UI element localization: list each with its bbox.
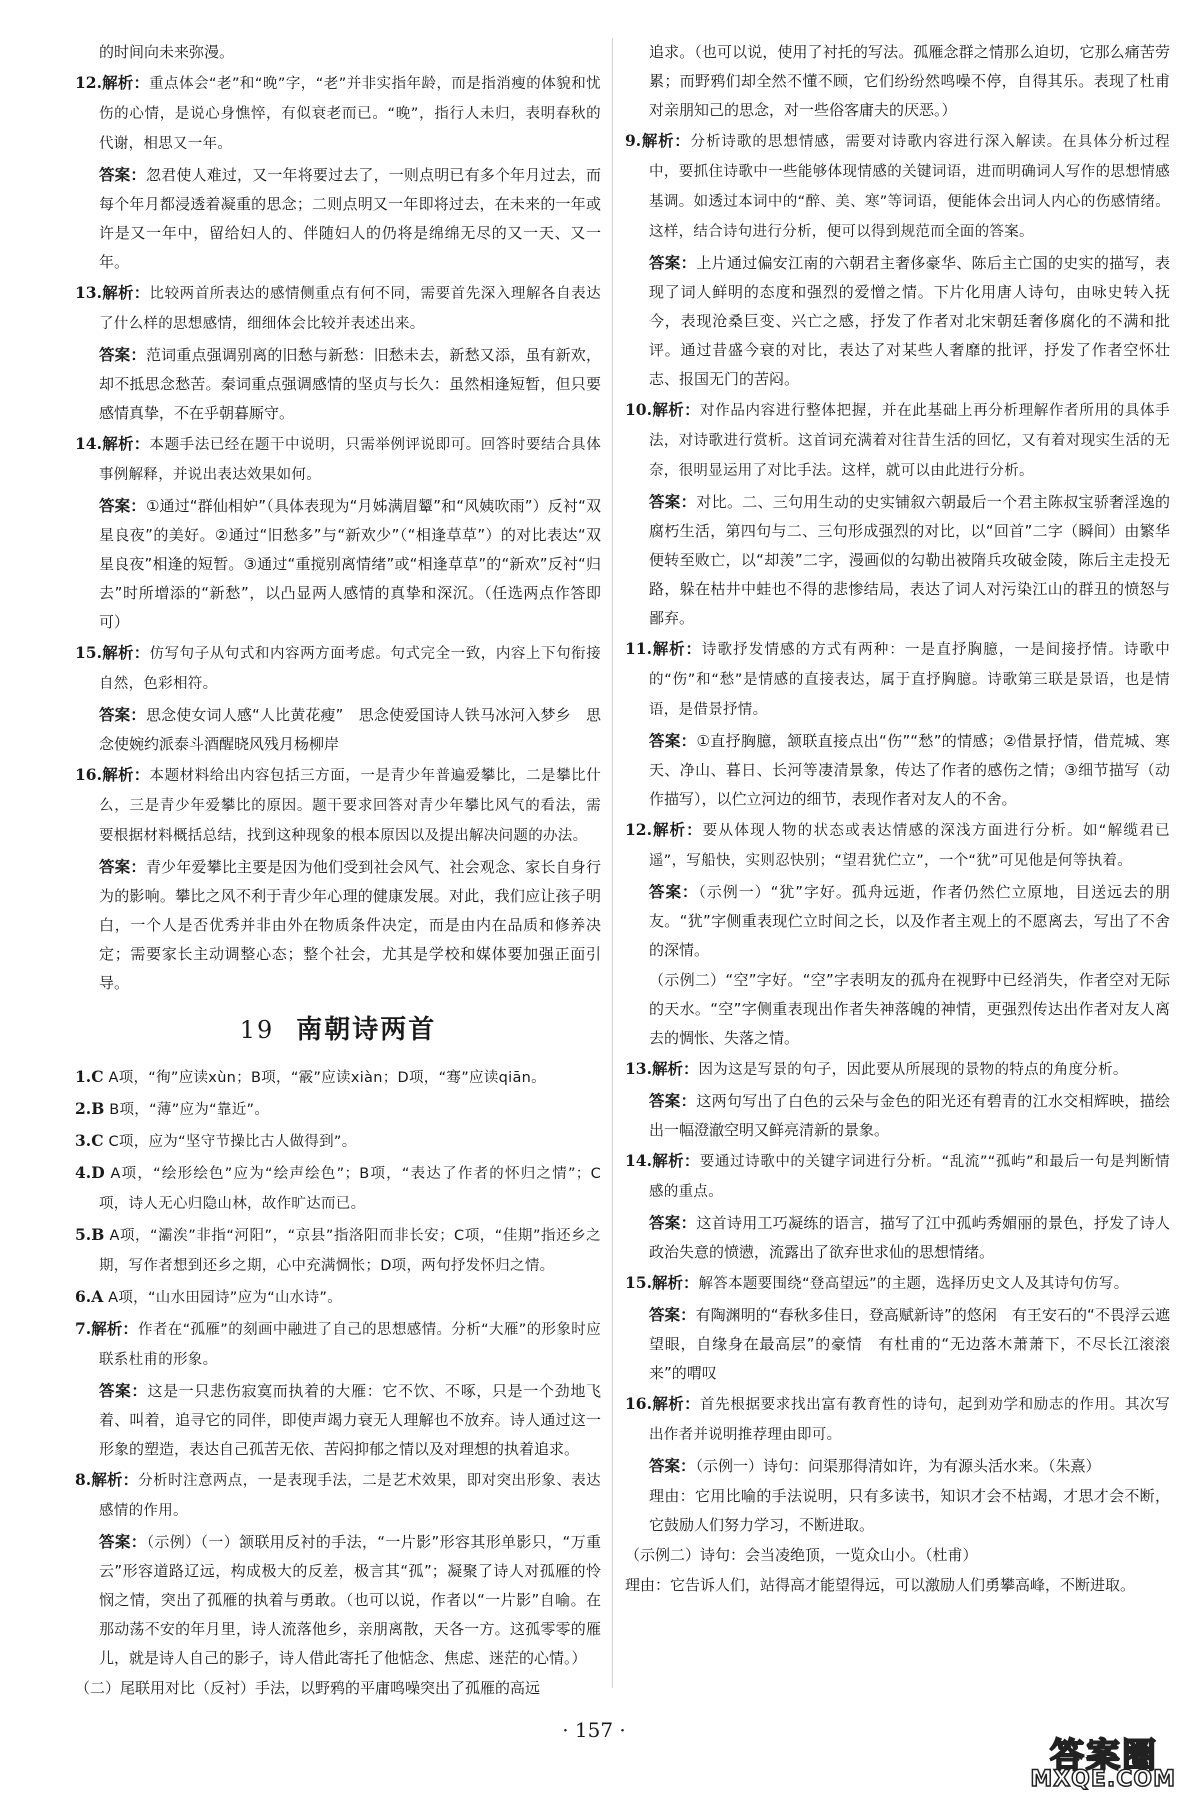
section-number: 19: [239, 1016, 275, 1044]
choice-item: 3.C C项，应为“坚守节操比古人做得到”。: [75, 1131, 357, 1150]
analysis-text: 比较两首所表达的感情侧重点有何不同，需要首先深入理解各自表达了什么样的思想感情，细细体会比较并表述出来。: [99, 286, 601, 332]
answer-text: 这是一只悲伤寂寞而执着的大雁：它不饮、不啄，只是一个劲地飞着、叫着，追寻它的同伴，即使声竭力衰无人理解也不放弃。诗人通过这一形象的塑造，表达自己孤苦无依、苦闷抑郁之情以及对理想的执着追求。: [99, 1382, 601, 1458]
answer-text: （二）尾联用对比（反衬）手法，以野鸦的平庸鸣噪突出了孤雁的高远: [75, 1679, 541, 1697]
watermark-top-text: 答案圈: [1050, 1736, 1158, 1776]
answer-text: 理由：它用比喻的手法说明，只有多读书，知识才会不枯竭，才思才会不断，它鼓励人们努力学习，不断进取。: [649, 1487, 1170, 1534]
analysis-text: 首先根据要求找出富有教育性的诗句，起到劝学和励志的作用。其次写出作者并说明推荐理由即可。: [649, 1397, 1170, 1443]
question-9: 9.解析：分析诗歌的思想情感，需要对诗歌内容进行深入解读。在具体分析过程中，要抓住诗歌中一些能够体现情感的关键词语，进而明确词人写作的思想情感基调。如透过本词中的“醉、美、寒”等词语，便能体会出词人内心的伤感情绪。这样，结合诗句进行分析，便可以得到规范而全面的答案。 答案：上片通过偏安江南的六朝君主奢侈豪华、陈后主亡国的史实的描写，表现了词人鲜明的态度和强烈的爱憎之情。下片化用唐人诗句，由咏史转入抚今，表现沧桑巨变、兴亡之感，抒发了作者对北宋朝廷奢侈腐化的不满和批评。通过昔盛今衰的对比，表达了对某些人奢靡的批评，抒发了作者空怀壮志、报国无门的苦闷。: [625, 131, 1170, 388]
answer-text: 上片通过偏安江南的六朝君主奢侈豪华、陈后主亡国的史实的描写，表现了词人鲜明的态度和强烈的爱憎之情。下片化用唐人诗句，由咏史转入抚今，表现沧桑巨变、兴亡之感，抒发了作者对北宋朝廷奢侈腐化的不满和批评。通过昔盛今衰的对比，表达了对某些人奢靡的批评，抒发了作者空怀壮志、报国无门的苦闷。: [649, 254, 1170, 388]
answer-text: （示例二）诗句：会当凌绝顶，一览众山小。（杜甫）: [625, 1546, 978, 1564]
answer-text: 思念使女词人感“人比黄花瘦” 思念使爱国诗人铁马冰河入梦乡 思念使婉约派泰斗酒醒晓风残月杨柳岸: [99, 706, 601, 753]
choice-item: 4.D A项，“绘形绘色”应为“绘声绘色”；B项，“表达了作者的怀归之情”；C项，诗人无心归隐山林，故作旷达而已。: [75, 1163, 601, 1212]
column-divider: [612, 38, 613, 1688]
question-14-right: 14.解析：要通过诗歌中的关键字词进行分析。“乱流”“孤屿”和最后一句是判断情感的重点。 答案：这首诗用工巧凝练的语言，描写了江中孤屿秀媚丽的景色，抒发了诗人政治失意的愤懑，流露出了欲弃世求仙的思想情绪。: [625, 1151, 1170, 1261]
choice-item: 2.B B项，“薄”应为“靠近”。: [75, 1099, 270, 1118]
analysis-text: 仿写句子从句式和内容两方面考虑。句式完全一致，内容上下句衔接自然，色彩相符。: [99, 646, 601, 692]
question-8: 8.解析：分析时注意两点，一是表现手法，二是艺术效果，即对突出形象、表达感情的作用。 答案：（示例）（一）颔联用反衬的手法，“一片影”形容其形单影只，“万重云”形容道路辽远，构成极大的反差，极言其“孤”；凝聚了诗人对孤雁的怜悯之情，突出了孤雁的执着与勇敢。（也可以说，作者以“一片影”自喻。在那动荡不安的年月里，诗人流落他乡，亲朋离散，天各一方。这孤零零的雁儿，就是诗人自己的影子，诗人借此寄托了他惦念、焦虑、迷茫的心情。） （二）尾联用对比（反衬）手法，以野鸦的平庸鸣噪突出了孤雁的高远: [75, 1470, 601, 1697]
analysis-text: 作者在“孤雁”的刻画中融进了自己的思想感情。分析“大雁”的形象时应联系杜甫的形象。: [99, 1322, 601, 1368]
question-13: 13.解析：比较两首所表达的感情侧重点有何不同，需要首先深入理解各自表达了什么样的思想感情，细细体会比较并表述出来。 答案：范词重点强调别离的旧愁与新愁：旧愁未去，新愁又添，虽有新欢，却不抵思念愁苦。秦词重点强调感情的坚贞与长久：虽然相逢短暂，但只要感情真挚，不在乎朝暮厮守。: [75, 283, 601, 422]
section-heading: [75, 1012, 601, 1048]
analysis-text: 对作品内容进行整体把握，并在此基础上再分析理解作者所用的具体手法，对诗歌进行赏析。这首词充满着对往昔生活的回忆，又有着对现实生活的无奈，很明显运用了对比手法。这样，就可以由此进行分析。: [649, 403, 1170, 479]
answer-text: 忽君使人难过，又一年将要过去了，一则点明已有多个年月过去，而每个年月都浸透着凝重的思念；二则点明又一年即将过去，在未来的一年或许是又一年中，留给妇人的、伴随妇人的仍将是绵绵无尽的又一天、又一年。: [99, 166, 601, 271]
analysis-text: 本题材料给出内容包括三方面，一是青少年普遍爱攀比，二是攀比什么，三是青少年爱攀比的原因。题干要求回答对青少年攀比风气的看法，需要根据材料概括总结，找到这种现象的根本原因以及提出解决问题的办法。: [99, 768, 601, 844]
watermark-url-text: MXQE.COM: [1030, 1767, 1176, 1792]
answer-text: 对比。二、三句用生动的史实铺叙六朝最后一个君主陈叔宝骄奢淫逸的腐朽生活，第四句与二、三句形成强烈的对比，以“回首”二字（瞬间）由繁华便转至败亡，以“却羡”二字，漫画似的勾勒出被隋兵攻破金陵，陈后主走投无路，躲在枯井中蛙也不得的悲惨结局，表达了词人对污染江山的群丑的愤怒与鄙弃。: [649, 493, 1170, 627]
answer-text: （示例一）“犹”字好。孤舟远逝，作者仍然伫立原地，目送远去的朋友。“犹”字侧重表现伫立时间之长，以及作者主观上的不愿离去，写出了不舍的深情。: [649, 883, 1170, 959]
answer-text: 这两句写出了白色的云朵与金色的阳光还有碧青的江水交相辉映，描绘出一幅澄澈空明又鲜亮清新的景象。: [649, 1092, 1170, 1139]
watermark-logo: [990, 1722, 1180, 1792]
question-15-right: 15.解析：解答本题要围绕“登高望远”的主题，选择历史文人及其诗句仿写。 答案：有陶渊明的“春秋多佳日，登高赋新诗”的悠闲 有王安石的“不畏浮云遮望眼，自缘身在最高层”的豪情 有杜甫的“无边落木萧萧下，不尽长江滚滚来”的喟叹: [625, 1273, 1170, 1382]
answer-text: ①通过“群仙相妒”（具体表现为“月姊满眉颦”和“风姨吹雨”）反衬“双星良夜”的美好。②通过“旧愁多”与“新欢少”（“相逢草草”）的对比表达“双星良夜”相逢的短暂。③通过“重搅别离情绪”或“相逢草草”的“新欢”反衬“归去”时所增添的“新愁”，以凸显两人感情的真挚和深沉。（任选两点作答即可）: [99, 497, 601, 631]
analysis-text: 诗歌抒发情感的方式有两种：一是直抒胸臆，一是间接抒情。诗歌中的“伤”和“愁”是情感的直接表达，属于直抒胸臆。诗歌第三联是景语，也是情语，是借景抒情。: [649, 642, 1170, 718]
analysis-text: 要通过诗歌中的关键字词进行分析。“乱流”“孤屿”和最后一句是判断情感的重点。: [649, 1154, 1170, 1200]
analysis-text: 因为这是写景的句子，因此要从所展现的景物的特点的角度分析。: [698, 1062, 1128, 1078]
question-10: 10.解析：对作品内容进行整体把握，并在此基础上再分析理解作者所用的具体手法，对诗歌进行赏析。这首词充满着对往昔生活的回忆，又有着对现实生活的无奈，很明显运用了对比手法。这样，就可以由此进行分析。 答案：对比。二、三句用生动的史实铺叙六朝最后一个君主陈叔宝骄奢淫逸的腐朽生活，第四句与二、三句形成强烈的对比，以“回首”二字（瞬间）由繁华便转至败亡，以“却羡”二字，漫画似的勾勒出被隋兵攻破金陵，陈后主走投无路，躲在枯井中蛙也不得的悲惨结局，表达了词人对污染江山的群丑的愤怒与鄙弃。: [625, 400, 1170, 627]
answer-text: （示例一）诗句：问渠那得清如许，为有源头活水来。（朱熹）: [695, 1457, 1101, 1475]
question-13-right: 13.解析：因为这是写景的句子，因此要从所展现的景物的特点的角度分析。 答案：这两句写出了白色的云朵与金色的阳光还有碧青的江水交相辉映，描绘出一幅澄澈空明又鲜亮清新的景象。: [625, 1059, 1170, 1139]
answer-text: （示例）（一）颔联用反衬的手法，“一片影”形容其形单影只，“万重云”形容道路辽远，构成极大的反差，极言其“孤”；凝聚了诗人对孤雁的怜悯之情，突出了孤雁的执着与勇敢。（也可以说，作者以“一片影”自喻。在那动荡不安的年月里，诗人流落他乡，亲朋离散，天各一方。这孤零零的雁儿，就是诗人自己的影子，诗人借此寄托了他惦念、焦虑、迷茫的心情。）: [99, 1533, 601, 1667]
answer-text: 理由：它告诉人们，站得高才能望得远，可以激励人们勇攀高峰，不断进取。: [625, 1576, 1136, 1594]
choice-item: 6.A A项，“山水田园诗”应为“山水诗”。: [75, 1287, 343, 1306]
analysis-text: 解答本题要围绕“登高望远”的主题，选择历史文人及其诗句仿写。: [698, 1276, 1129, 1292]
choice-answers: [75, 1062, 601, 1313]
choice-item: 1.C A项，“徇”应读xùn；B项，“霰”应读xiàn；D项，“骞”应读qiān。: [75, 1067, 546, 1086]
analysis-text: 重点体会“老”和“晚”字，“老”并非实指年龄，而是指消瘦的体貌和忧伤的心情，是说心身憔悴，有似衰老而已。“晚”，指行人未归，表明春秋的代谢，相思又一年。: [99, 76, 601, 152]
left-column: [75, 38, 601, 1704]
section-title: 南朝诗两首: [296, 1015, 437, 1045]
analysis-text: 本题手法已经在题干中说明，只需举例评说即可。回答时要结合具体事例解释，并说出表达效果如何。: [99, 437, 601, 483]
answer-text: 有陶渊明的“春秋多佳日，登高赋新诗”的悠闲 有王安石的“不畏浮云遮望眼，自缘身在最高层”的豪情 有杜甫的“无边落木萧萧下，不尽长江滚滚来”的喟叹: [649, 1306, 1170, 1382]
analysis-text: 分析诗歌的思想情感，需要对诗歌内容进行深入解读。在具体分析过程中，要抓住诗歌中一些能够体现情感的关键词语，进而明确词人写作的思想情感基调。如透过本词中的“醉、美、寒”等词语，便能体会出词人内心的伤感情绪。这样，结合诗句进行分析，便可以得到规范而全面的答案。: [649, 134, 1170, 240]
question-7: 7.解析：作者在“孤雁”的刻画中融进了自己的思想感情。分析“大雁”的形象时应联系杜甫的形象。 答案：这是一只悲伤寂寞而执着的大雁：它不饮、不啄，只是一个劲地飞着、叫着，追寻它的同伴，即使声竭力衰无人理解也不放弃。诗人通过这一形象的塑造，表达自己孤苦无依、苦闷抑郁之情以及对理想的执着追求。: [75, 1319, 601, 1458]
answer-text: ①直抒胸臆，颔联直接点出“伤”“愁”的情感；②借景抒情，借荒城、寒天、净山、暮日、长河等凄清景象，传达了作者的感伤之情；③细节描写（动作描写），以伫立河边的细节，表现作者对友人的不舍。: [649, 732, 1170, 808]
answer-text: 这首诗用工巧凝练的语言，描写了江中孤屿秀媚丽的景色，抒发了诗人政治失意的愤懑，流露出了欲弃世求仙的思想情绪。: [649, 1214, 1170, 1261]
analysis-text: 要从体现人物的状态或表达情感的深浅方面进行分析。如“解缆君已遥”，写船快，实则忍快别；“望君犹伫立”，一个“犹”可见他是何等执着。: [649, 823, 1170, 869]
answer-text: （示例二）“空”字好。“空”字表明友的孤舟在视野中已经消失，作者空对无际的天水。“空”字侧重表现出作者失神落魄的神情，更强烈传达出作者对友人离去的惆怅、失落之情。: [649, 971, 1170, 1047]
analysis-text: 分析时注意两点，一是表现手法，二是艺术效果，即对突出形象、表达感情的作用。: [99, 1473, 601, 1519]
page-number: · 157 ·: [562, 1718, 626, 1742]
answer-text: 青少年爱攀比主要是因为他们受到社会风气、社会观念、家长自身行为的影响。攀比之风不利于青少年心理的健康发展。对此，我们应让孩子明白，一个人是否优秀并非由外在物质条件决定，而是由内在品质和修养决定；需要家长主动调整心态；整个社会，尤其是学校和媒体要加强正面引导。: [99, 858, 601, 992]
right-column: [625, 38, 1170, 1601]
question-12-right: 12.解析：要从体现人物的状态或表达情感的深浅方面进行分析。如“解缆君已遥”，写船快，实则忍快别；“望君犹伫立”，一个“犹”可见他是何等执着。 答案：（示例一）“犹”字好。孤舟远逝，作者仍然伫立原地，目送远去的朋友。“犹”字侧重表现伫立时间之长，以及作者主观上的不愿离去，写出了不舍的深情。 （示例二）“空”字好。“空”字表明友的孤舟在视野中已经消失，作者空对无际的天水。“空”字侧重表现出作者失神落魄的神情，更强烈传达出作者对友人离去的惆怅、失落之情。: [625, 820, 1170, 1047]
question-15: 15.解析：仿写句子从句式和内容两方面考虑。句式完全一致，内容上下句衔接自然，色彩相符。 答案：思念使女词人感“人比黄花瘦” 思念使爱国诗人铁马冰河入梦乡 思念使婉约派泰斗酒醒晓风残月杨柳岸: [75, 643, 601, 753]
question-12: 12.解析：重点体会“老”和“晚”字，“老”并非实指年龄，而是指消瘦的体貌和忧伤的心情，是说心身憔悴，有似衰老而已。“晚”，指行人未归，表明春秋的代谢，相思又一年。 答案：忽君使人难过，又一年将要过去了，一则点明已有多个年月过去，而每个年月都浸透着凝重的思念；二则点明又一年即将过去，在未来的一年或许是又一年中，留给妇人的、伴随妇人的仍将是绵绵无尽的又一天、又一年。: [75, 73, 601, 271]
question-16-right: 16.解析：首先根据要求找出富有教育性的诗句，起到劝学和励志的作用。其次写出作者并说明推荐理由即可。 答案：（示例一）诗句：问渠那得清如许，为有源头活水来。（朱熹） 理由：它用比喻的手法说明，只有多读书，知识才会不枯竭，才思才会不断，它鼓励人们努力学习，不断进取。 （示例二）诗句：会当凌绝顶，一览众山小。（杜甫） 理由：它告诉人们，站得高才能望得远，可以激励人们勇攀高峰，不断进取。: [625, 1394, 1170, 1594]
question-14: 14.解析：本题手法已经在题干中说明，只需举例评说即可。回答时要结合具体事例解释，并说出表达效果如何。 答案：①通过“群仙相妒”（具体表现为“月姊满眉颦”和“风姨吹雨”）反衬“双星良夜”的美好。②通过“旧愁多”与“新欢少”（“相逢草草”）的对比表达“双星良夜”相逢的短暂。③通过“重搅别离情绪”或“相逢草草”的“新欢”反衬“归去”时所增添的“新愁”，以凸显两人感情的真挚和深沉。（任选两点作答即可）: [75, 434, 601, 631]
continued-text: 的时间向未来弥漫。: [99, 43, 235, 61]
question-11: 11.解析：诗歌抒发情感的方式有两种：一是直抒胸臆，一是间接抒情。诗歌中的“伤”和“愁”是情感的直接表达，属于直抒胸臆。诗歌第三联是景语，也是情语，是借景抒情。 答案：①直抒胸臆，颔联直接点出“伤”“愁”的情感；②借景抒情，借荒城、寒天、净山、暮日、长河等凄清景象，传达了作者的感伤之情；③细节描写（动作描写），以伫立河边的细节，表现作者对友人的不舍。: [625, 639, 1170, 808]
question-16: 16.解析：本题材料给出内容包括三方面，一是青少年普遍爱攀比，二是攀比什么，三是青少年爱攀比的原因。题干要求回答对青少年攀比风气的看法，需要根据材料概括总结，找到这种现象的根本原因以及提出解决问题的办法。 答案：青少年爱攀比主要是因为他们受到社会风气、社会观念、家长自身行为的影响。攀比之风不利于青少年心理的健康发展。对此，我们应让孩子明白，一个人是否优秀并非由外在物质条件决定，而是由内在品质和修养决定；需要家长主动调整心态；整个社会，尤其是学校和媒体要加强正面引导。: [75, 765, 601, 992]
continued-text: 追求。（也可以说，使用了衬托的写法。孤雁念群之情那么迫切，它那么痛苦劳累；而野鸦们却全然不懂不顾，它们纷纷然鸣噪不停，自得其乐。表现了杜甫对亲朋知己的思念，对一些俗客庸夫的厌恶。）: [649, 43, 1170, 119]
choice-item: 5.B A项，“灞涘”非指“河阳”，“京县”指洛阳而非长安；C项，“佳期”指还乡之期，写作者想到还乡之期，心中充满惆怅；D项，两句抒发怀归之情。: [75, 1225, 601, 1274]
answer-text: 范词重点强调别离的旧愁与新愁：旧愁未去，新愁又添，虽有新欢，却不抵思念愁苦。秦词重点强调感情的坚贞与长久：虽然相逢短暂，但只要感情真挚，不在乎朝暮厮守。: [99, 346, 601, 422]
